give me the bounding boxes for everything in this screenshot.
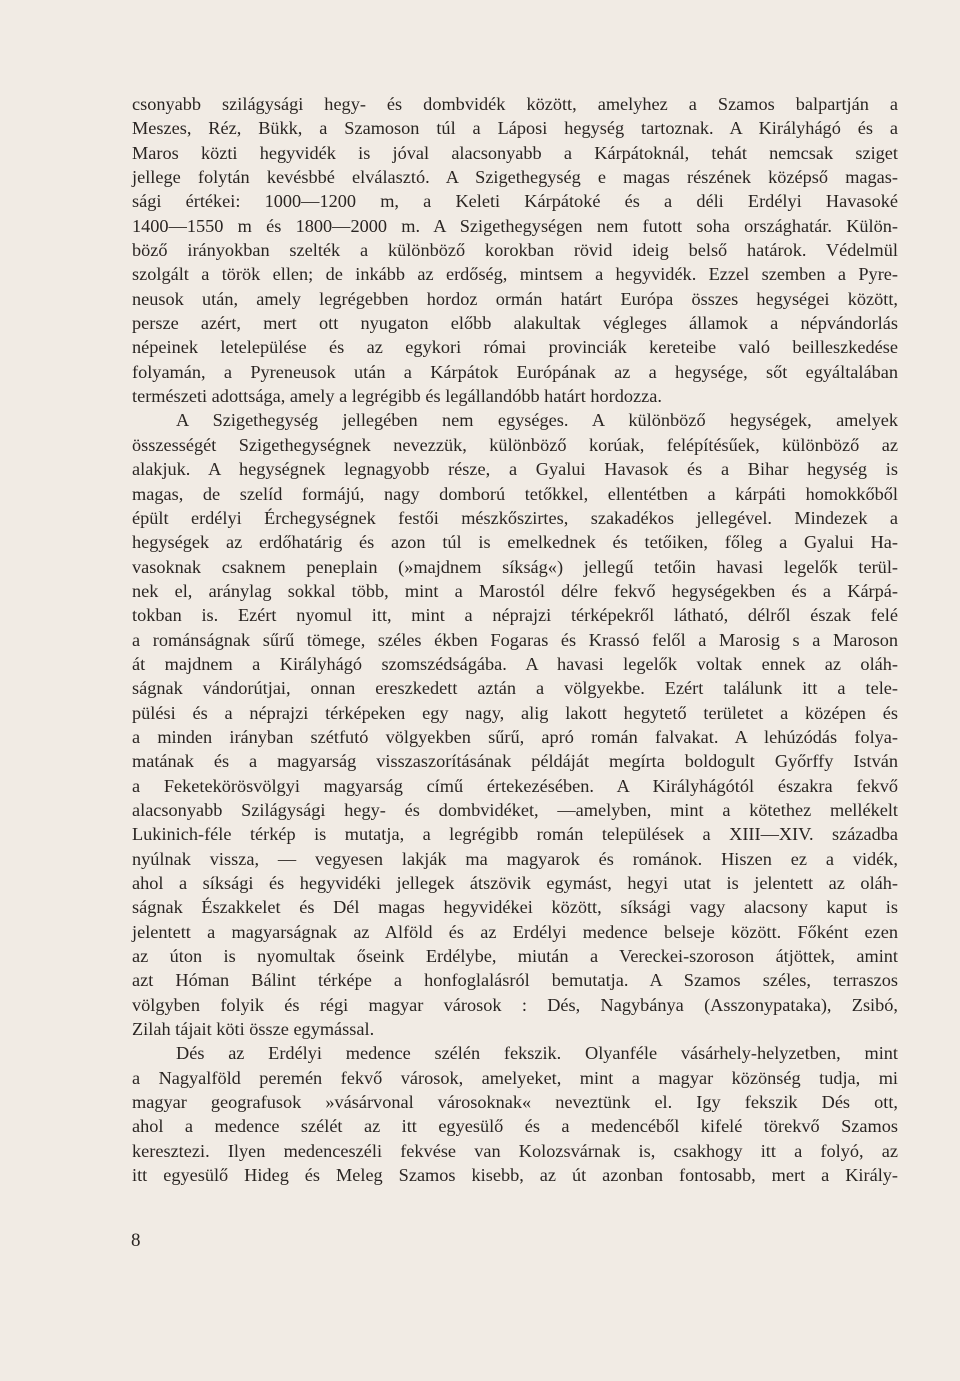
text-line: pülési és a néprajzi térképeken egy nagy, alig lakott hegytető területet a középen és [132, 702, 898, 723]
text-line: szolgált a török ellen; de inkább az erdőség, mintsem a hegyvidék. Ezzel szemben a Pyre- [132, 264, 898, 285]
text-line: neusok után, amely legrégebben hordoz ormán határt Európa összes hegységei között, [132, 288, 898, 309]
paragraph-end-line: Zilah tájait köti össze egymással. [132, 1019, 375, 1040]
text-line: népeinek letelepülése és az egykori római provinciák kereteibe való beilleszkedése [132, 337, 898, 358]
text-line: a románságnak sűrű tömege, széles ékben Fogaras és Krassó felől a Marosig s a Maroson [132, 629, 898, 650]
text-line: ahol a medence szélét az itt egyesülő és a medencéből kifelé törekvő Szamos [132, 1116, 898, 1137]
text-line: jelentett a magyarságnak az Alföld és az Erdélyi medence belseje között. Főként ezen [132, 921, 898, 942]
text-line: Maros közti hegyvidék is jóval alacsonyabb a Kárpátoknál, tehát nemcsak sziget [132, 142, 898, 163]
text-line: böző irányokban szelték a különböző korokban rövid ideig belső határok. Védelmül [132, 240, 898, 261]
text-line: épült erdélyi Érchegységnek festői mészkőszirtes, szakadékos jellegével. Mindezek a [132, 507, 898, 528]
paragraph-start-line: Dés az Erdélyi medence szélén fekszik. Olyanféle vásárhely-helyzetben, mint [176, 1043, 898, 1064]
text-line: keresztezi. Ilyen medenceszéli fekvése van Kolozsvárnak is, csakhogy itt a folyó, az [132, 1140, 898, 1161]
text-line: a Nagyalföld peremén fekvő városok, amelyeket, mint a magyar közönség tudja, mi [132, 1067, 898, 1088]
paragraph-end-line: természeti adottsága, amely a legrégibb és legállandóbb határt hordozza. [132, 386, 662, 407]
text-line: tokban is. Ezért nyomul itt, mint a néprajzi térképekről látható, délről észak felé [132, 605, 898, 626]
text-line: a Feketekörösvölgyi magyarság című értekezésében. A Királyhágótól északra fekvő [132, 775, 898, 796]
text-line: matának és a magyarság visszaszorításának példáját megírta boldogult Győrffy István [132, 751, 898, 772]
text-line: völgyben folyik és régi magyar városok : Dés, Nagybánya (Asszonypataka), Zsibó, [132, 994, 898, 1015]
text-line: csonyabb szilágysági hegy- és dombvidék között, amelyhez a Szamos balpartján a [132, 94, 898, 114]
text-line: vasoknak csaknem peneplain (»majdnem síkság«) jellegű tetőin havasi legelők terül- [132, 556, 898, 577]
text-line: át majdnem a Királyhágó szomszédságába. A havasi legelők voltak ennek az oláh- [132, 653, 898, 674]
text-line: alacsonyabb Szilágysági hegy- és dombvidéket, —amelyben, mint a kötethez mellékelt [132, 799, 898, 820]
body-text [132, 92, 898, 1187]
text-line: Meszes, Réz, Bükk, a Szamoson túl a Láposi hegység tartoznak. A Királyhágó és a [132, 118, 898, 139]
text-line: magyar geografusok »vásárvonal városoknak« neveztünk el. Igy fekszik Dés ott, [132, 1092, 898, 1113]
text-line: jellege folytán kevésbbé elválasztó. A Szigethegység e magas részének középső magas- [132, 167, 898, 188]
text-line: ságnak Északkelet és Dél magas hegyvidékei között, síksági vagy alacsony kaput is [132, 897, 898, 918]
text-line: a minden irányban szétfutó völgyekben sűrű, apró román falvakat. A lehúzódás folya- [132, 726, 898, 747]
text-line: azt Hóman Bálint térképe a honfoglalásról bemutatja. A Szamos széles, terraszos [132, 970, 898, 991]
text-line: sági értékei: 1000—1200 m, a Keleti Kárpátoké és a déli Erdélyi Havasoké [132, 191, 898, 212]
paragraph-start-line: A Szigethegység jellegében nem egységes. A különböző hegységek, amelyek [176, 410, 898, 431]
text-line: hegységek az erdőhatárig és azon túl is emelkednek és tetőiken, főleg a Gyalui Ha- [132, 532, 898, 553]
text-line: összességét Szigethegységnek nevezzük, különböző korúak, felépítésűek, különböző az [132, 434, 898, 455]
text-line: 1400—1550 m és 1800—2000 m. A Szigethegységen nem futott soha országhatár. Külön- [132, 215, 898, 236]
text-line: folyamán, a Pyreneusok után a Kárpátok Európának az a hegysége, sőt egyáltalában [132, 361, 898, 382]
text-line: ságnak vándorútjai, onnan ereszkedett aztán a völgyekbe. Ezért találunk itt a tele- [132, 678, 898, 699]
text-line: nyúlnak vissza, — vegyesen lakják ma magyarok és románok. Hiszen ez a vidék, [132, 848, 898, 869]
text-line: az úton is nyomultak őseink Erdélybe, miután a Vereckei-szoroson átjöttek, amint [132, 946, 898, 967]
text-line: itt egyesülő Hideg és Meleg Szamos kisebb, az út azonban fontosabb, mert a Király- [132, 1165, 898, 1186]
text-line: persze azért, mert ott nyugaton előbb alakultak végleges államok a népvándorlás [132, 313, 898, 334]
text-line: nek el, aránylag sokkal több, mint a Marostól délre fekvő hegységekben és a Kárpá- [132, 580, 898, 601]
text-line: ahol a síksági és hegyvidéki jellegek átszövik egymást, hegyi utat is jelentett az oláh- [132, 873, 898, 893]
text-line: magas, de szelíd formájú, nagy domború tetőkkel, ellentétben a kárpáti homokkőből [132, 483, 898, 504]
text-line: alakjuk. A hegységnek legnagyobb része, a Gyalui Havasok és a Bihar hegység is [132, 459, 898, 480]
page-number: 8 [131, 1230, 141, 1251]
text-line: Lukinich-féle térkép is mutatja, a legrégibb román települések a XIII—XIV. századba [132, 824, 898, 845]
